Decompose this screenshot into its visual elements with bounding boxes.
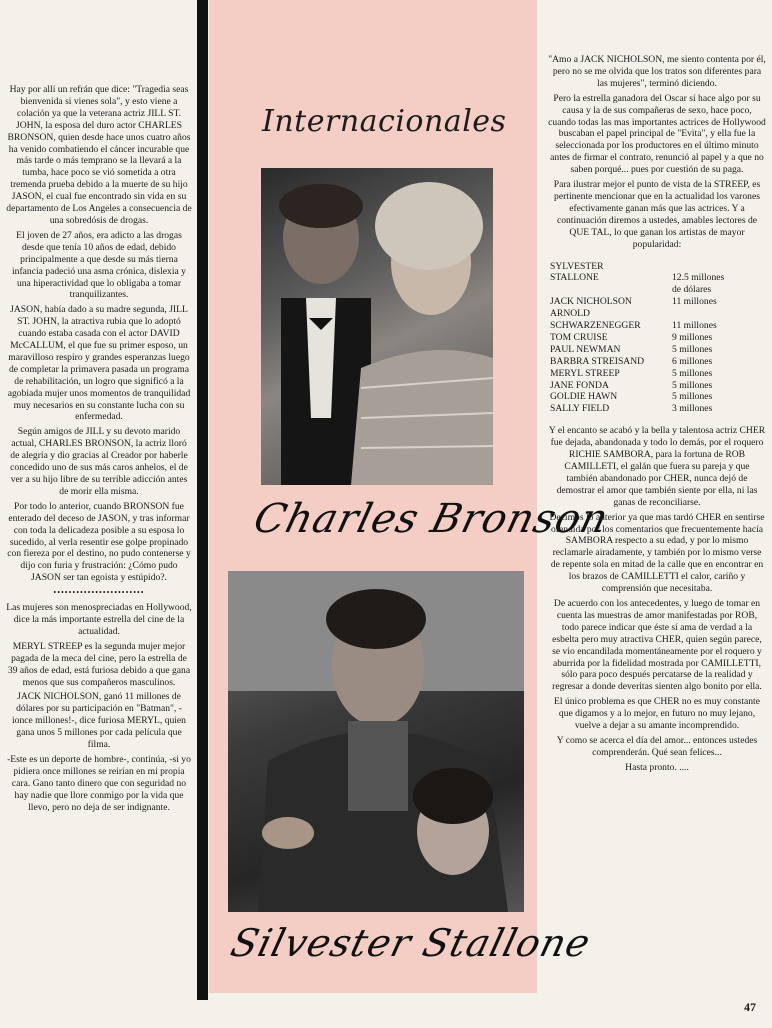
black-divider-bar <box>197 0 208 1000</box>
table-row <box>548 391 766 403</box>
section-title: Internacionales <box>262 104 507 139</box>
ranking-name: SALLY FIELD <box>550 403 610 415</box>
bronson-signature: Charles Bronson <box>249 496 614 542</box>
page-number: 47 <box>744 1000 756 1014</box>
left-paragraph-2: El joven de 27 años, era adicto a las drogas desde que tenía 10 años de edad, debido principalmente a que desde su más tierna infancia padeció una asma crónica, dislexia y una hiperactividad que lo obligaba a tomar tranquilizantes. <box>12 229 186 301</box>
left-paragraph-8: JACK NICHOLSON, ganó 11 millones de dólares por su participación en "Batman", -ionce millones!-, dice furiosa MERYL, quien gana unos 5 millones por cada película que filma. <box>12 691 186 751</box>
table-row <box>548 344 766 356</box>
table-row <box>548 308 766 320</box>
left-paragraph-7: MERYL STREEP es la segunda mujer mejor pagada de la meca del cine, pero la estrella de 39 años de edad, está furiosa debido a que gana menos que sus compañeros masculinos. <box>7 640 191 688</box>
ranking-name: SYLVESTER <box>550 260 604 272</box>
right-paragraph-7: El único problema es que CHER no es muy constante que digamos y a lo mejor, en futuro no muy lejano, vuelve a dejar a su amante incomprendido. <box>554 696 760 732</box>
right-paragraph-8: Y como se acerca el día del amor... entonces ustedes comprenderán. Qué sean felices... <box>556 734 758 758</box>
left-paragraph-4: Según amigos de JILL y su devoto marido actual, CHARLES BRONSON, la actriz lloró de alegría y dio gracias al Creador por haberle concedido uno de sus más caros anhelos, el de ver a su hijo libre de su terrible adicción antes de morir ella misma. <box>10 426 188 497</box>
right-paragraph-3: Para ilustrar mejor el punto de vista de la STREEP, es pertinente mencionar que en la actualidad los varones efectivamente ganan más que las actrices. Y a continuación diremos a ustedes, amables lectores de QUE TAL, lo que ganan los artistas de mayor popularidad: <box>553 179 761 250</box>
left-paragraph-6: Las mujeres son menospreciadas en Hollywood, dice la más importante estrella del cine de la actualidad. <box>6 602 192 637</box>
left-article-column <box>6 84 192 816</box>
ranking-amount: 11 millones <box>672 320 717 332</box>
ranking-name: TOM CRUISE <box>550 331 608 343</box>
right-paragraph-4: Y el encanto se acabó y la bella y talentosa actriz CHER fue dejada, abandonada y todo lo demás, por el roquero RICHIE SAMBORA, para la fortuna de ROB CAMILLETI, el galán que fuera su pareja y que también abandonado por CHER, nunca dejó de demostrar el amor que también siente por ella, ni las ganas de reconciliarse. <box>548 425 766 508</box>
right-paragraph-2: Pero la estrella ganadora del Oscar sí hace algo por su causa y la de sus compañeras de sexo, hace poco, cuando todas las mas importantes actrices de Hollywood buscaban el papel principal de "Evita", y ella fue la seleccionada por los productores en el último minuto antes de firmar el contrato, renunció al papel y a que no saben porqué... pues por cuestión de su paga. <box>548 92 766 176</box>
table-row <box>548 356 766 368</box>
right-paragraph-9: Hasta pronto. .... <box>625 761 689 773</box>
ranking-amount: 5 millones <box>672 379 713 391</box>
left-paragraph-3: JASON, había dado a su madre segunda, JILL ST. JOHN, la atractiva rubia que lo adoptó cuando estaba casada con el actor DAVID McCALLUM, el que fue su primer esposo, un maravilloso respiro y grandes esperanzas luego de completar la primavera pasada un programa de rehabilitación, un logro que significó a la agobiada mujer unos momentos de tranquilidad muy necesarios en su constante lucha con su enfermedad. <box>7 304 191 423</box>
stallone-signature: Silvester Stallone <box>226 921 596 965</box>
right-article-column <box>548 54 766 777</box>
right-paragraph-1: "Amo a JACK NICHOLSON, me siento contenta por él, pero no se me olvida que los tratos son diferentes para las mujeres", terminó diciendo. <box>548 54 766 89</box>
ranking-amount: 5 millones <box>672 367 713 379</box>
ranking-amount: 11 millones <box>672 296 717 308</box>
ranking-amount: 5 millones <box>672 391 713 403</box>
table-row <box>548 368 766 380</box>
ranking-amount: 6 millones <box>672 355 713 367</box>
ranking-name: JACK NICHOLSON <box>550 296 632 308</box>
ranking-amount: 5 millones <box>672 343 713 355</box>
bronson-photo-illustration <box>261 168 493 485</box>
ranking-name: PAUL NEWMAN <box>550 343 621 355</box>
ranking-name: SCHWARZENEGGER <box>550 320 641 332</box>
ranking-amount: 9 millones <box>672 331 713 343</box>
left-paragraph-5: Por todo lo anterior, cuando BRONSON fue enterado del deceso de JASON, y tras informar con toda la delicadeza posible a su esposa lo sucedido, al verla resentir ese golpe propinado con fiereza por el destino, no pudo contenerse y dijo con furia y frustración: ¿Cómo pudo JASON ser tan egoista y estúpido?. <box>7 500 191 584</box>
table-row <box>548 403 766 415</box>
ranking-amount: 3 millones <box>672 403 713 415</box>
table-row <box>548 272 766 284</box>
table-row <box>548 332 766 344</box>
ranking-name: STALLONE <box>550 272 599 284</box>
ranking-name: GOLDIE HAWN <box>550 391 618 403</box>
stallone-photo <box>228 571 524 912</box>
ranking-name: BARBRA STREISAND <box>550 355 645 367</box>
left-paragraph-9: -Este es un deporte de hombre-, continúa, -si yo pidiera once millones se reirían en mi propia cara. Gano tanto dinero que con seguridad no hay nadie que llore conmigo por la vida que llevo, pero no deja de ser indignante. <box>7 753 191 813</box>
table-row <box>548 296 766 308</box>
table-row <box>548 261 766 273</box>
ranking-name: JANE FONDA <box>550 379 609 391</box>
earnings-ranking-table <box>548 261 766 416</box>
ranking-amount: 12.5 millones <box>672 272 725 284</box>
right-paragraph-6: De acuerdo con los antecedentes, y luego de tomar en cuenta las muestras de amor manifestadas por ROB, todo parece indicar que éste sí ama de verdad a la esbelta pero muy atractiva CHER, quien según parece, se vio encandilada momentáneamente por el roquero y aburrida por la fidelidad mostrada por CAMILLETTI, sólo para poco después percatarse de la realidad y regresar a donde deveritas sienten algo bonito por ella. <box>552 597 762 693</box>
ranking-name <box>548 284 672 296</box>
left-paragraph-1: Hay por allí un refrán que dice: "Tragedia seas bienvenida si vienes sola", y esto viene a colación ya que la veterana actriz JILL ST. JOHN, la esposa del duro actor CHARLES BRONSON, quien desde hace unos cuatro años ha venido combatiendo el cáncer incurable que más tarde o más temprano se la llevará a la tumba, hace poco se vió sometida a otra tremenda prueba debido a la muerte de su hijo JASON, el cual fue encontrado sin vida en su departamento de Los Angeles a consecuencia de una sobredósis de drogas. <box>6 84 192 226</box>
ranking-amount: de dólares <box>672 284 712 296</box>
table-row <box>548 380 766 392</box>
ranking-name: MERYL STREEP <box>550 367 620 379</box>
ranking-amount <box>672 308 766 320</box>
section-separator: •••••••••••••••••••••••• <box>53 588 145 598</box>
ranking-amount <box>672 261 766 273</box>
right-paragraph-5: Decimos lo anterior ya que mas tardó CHER en sentirse ofendida por los comentarios que frecuentemente hacía SAMBORA respecto a su edad, y por lo mismo reclamarle airadamente, y también por lo mismo verse de repente sola en mitad de la calle que en encontrar en los brazos de CAMILLETTI el calor, cariño y comprensión que necesitaba. <box>549 511 765 595</box>
table-row <box>548 284 766 296</box>
bronson-couple-photo <box>261 168 493 485</box>
stallone-photo-illustration <box>228 571 524 912</box>
ranking-name: ARNOLD <box>550 308 590 320</box>
table-row <box>548 320 766 332</box>
